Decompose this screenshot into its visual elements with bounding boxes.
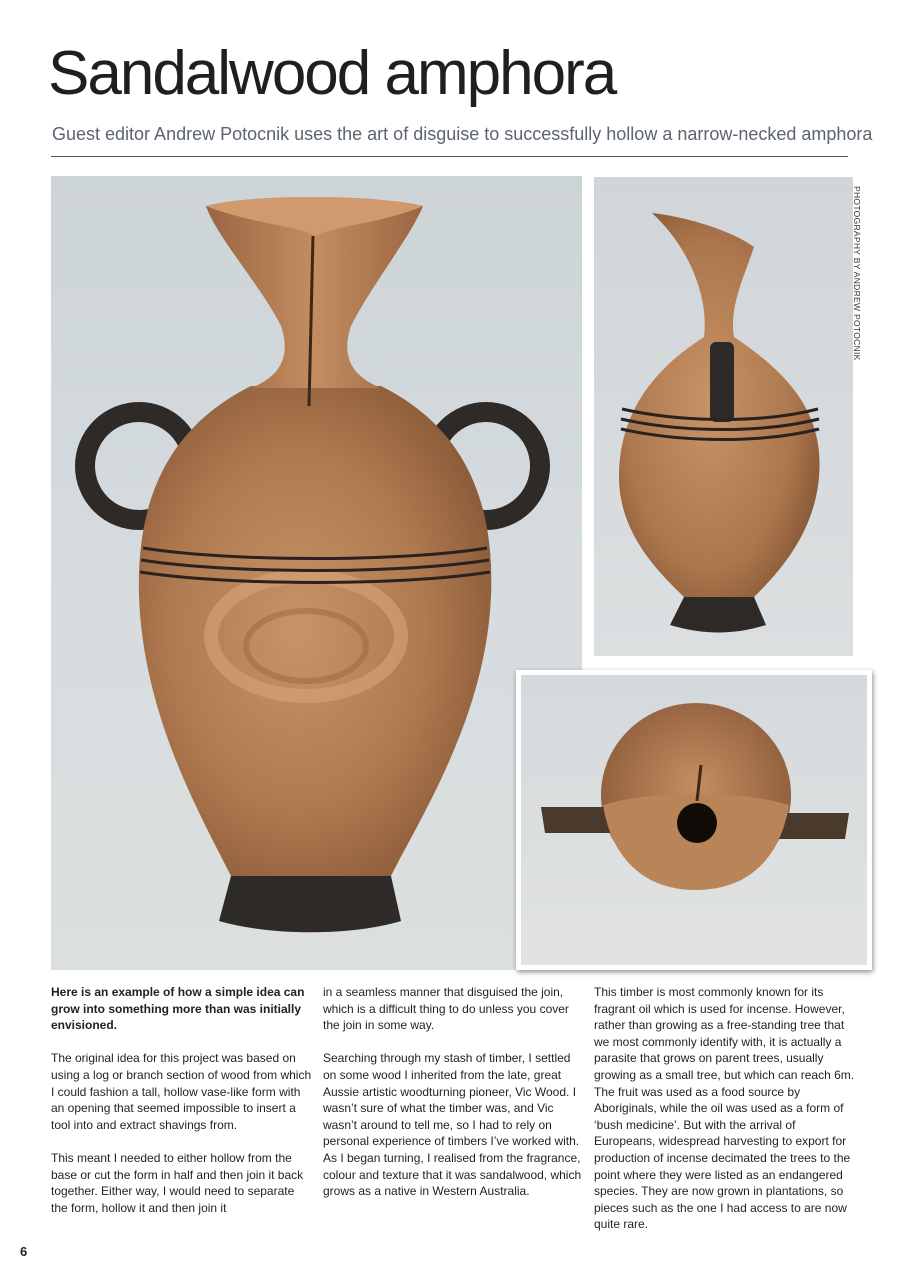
article-subtitle: Guest editor Andrew Potocnik uses the art of disguise to successfully hollow a narrow-necked amphora <box>52 124 873 144</box>
paragraph: Searching through my stash of timber, I settled on some wood I inherited from the late, great Aussie artistic woodturning pioneer, Vic Wood. I wasn’t sure of what the timber was, and Vic wasn’t around to tell me, so I had to rely on personal experience of timbers I’ve worked with. As I began turning, I realised from the fragrance, colour and texture that it was sandalwood, which grows as a native in Western Australia. <box>323 1051 582 1199</box>
title-divider <box>51 156 848 157</box>
photo-credit: PHOTOGRAPHY BY ANDREW POTOCNIK <box>852 186 862 361</box>
lead-paragraph: Here is an example of how a simple idea can grow into something more than was initially envisioned. <box>51 985 305 1033</box>
paragraph: in a seamless manner that disguised the join, which is a difficult thing to do unless you cover the join in some way. <box>323 985 569 1033</box>
amphora-front-illustration <box>51 176 582 970</box>
photo-amphora-front <box>51 176 582 970</box>
amphora-side-illustration <box>594 177 853 656</box>
paragraph: This timber is most commonly known for its fragrant oil which is used for incense. However, rather than growing as a free-standing tree that we most commonly identify with, it is actually a parasite that grows on parent trees, usually growing as a small tree, but which can reach 6m. The fruit was used as a food source by Aboriginals, while the oil was used as a form of ‘bush medicine’. But with the arrival of Europeans, widespread harvesting to export for production of incense decimated the trees to the point where they were listed as an endangered species. They are now grown in plantations, so pieces such as the one I had access to are now quite rare. <box>594 985 855 1232</box>
amphora-base-illustration <box>521 675 867 965</box>
article-title: Sandalwood amphora <box>48 39 616 108</box>
paragraph: The original idea for this project was based on using a log or branch section of wood from which I could fashion a tall, hollow vase-like form with an opening that seemed impossible to insert a tool into and extract shavings from. <box>51 1051 312 1132</box>
body-column-1 <box>51 984 313 1233</box>
photo-amphora-side <box>594 177 853 656</box>
paragraph: This meant I needed to either hollow from the base or cut the form in half and then join it back together. Either way, I would need to separate the form, hollow it and then join it <box>51 1150 304 1215</box>
body-column-3 <box>594 984 856 1250</box>
body-column-2 <box>323 984 585 1216</box>
page-number: 6 <box>20 1244 28 1259</box>
photo-amphora-base <box>516 670 872 970</box>
